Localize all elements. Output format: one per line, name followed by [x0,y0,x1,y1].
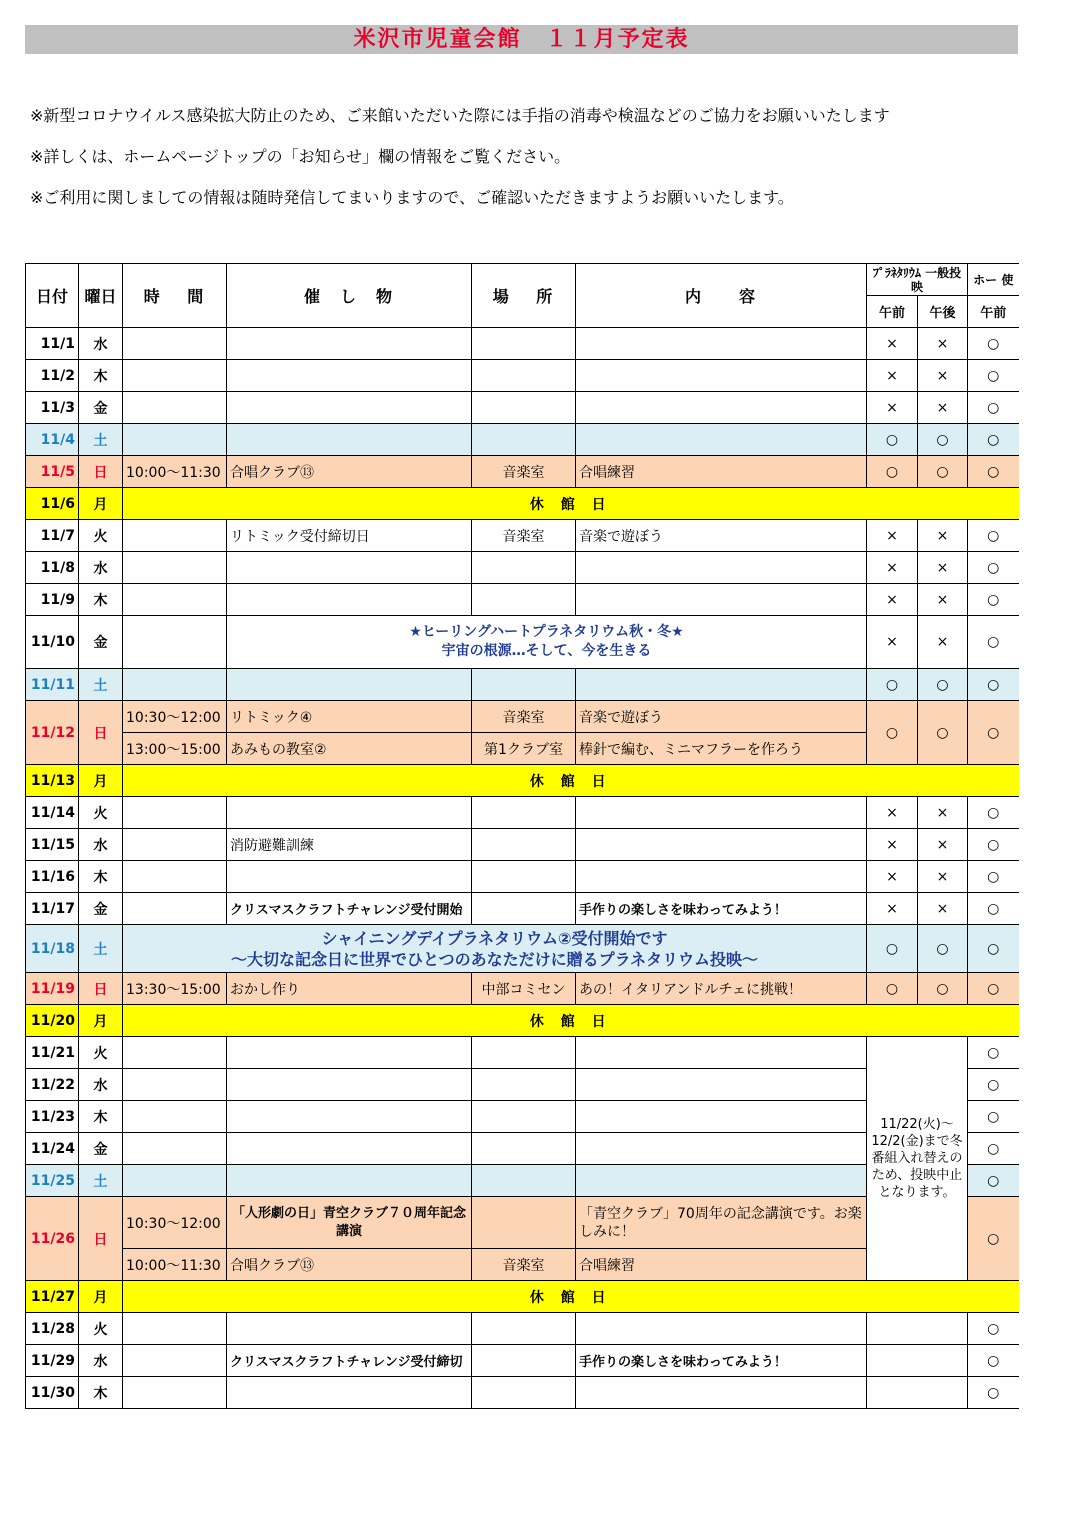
table-row [26,488,1019,520]
hall-am-cell: ○ [968,1197,1019,1281]
dow-cell: 水 [79,328,123,360]
event-cell: あみもの教室② [227,733,472,765]
content-cell [576,861,867,893]
content-cell: 棒針で編む、ミニマフラーを作ろう [576,733,867,765]
dow-cell: 土 [79,1165,123,1197]
dow-cell: 金 [79,392,123,424]
dow-cell: 土 [79,669,123,701]
table-row [26,1345,1019,1377]
banner-line: 宇宙の根源…そして、今を生きる [441,643,652,659]
time-cell [123,797,227,829]
planetarium-am-cell: × [867,797,918,829]
table-row [26,829,1019,861]
planetarium-am-cell: × [867,520,918,552]
planetarium-am-cell: × [867,328,918,360]
planetarium-pm-cell: × [918,829,968,861]
event-cell [227,669,472,701]
event-cell: 合唱クラブ⑬ [227,456,472,488]
date-cell: 11/13 [26,765,79,797]
event-cell [227,1069,472,1101]
date-cell: 11/3 [26,392,79,424]
event-cell: 消防避難訓練 [227,829,472,861]
dow-cell: 水 [79,829,123,861]
hall-am-cell: ○ [968,797,1019,829]
place-cell [472,1313,576,1345]
time-cell [123,1165,227,1197]
time-cell [123,1345,227,1377]
planetarium-am-cell: × [867,392,918,424]
dow-cell: 日 [79,456,123,488]
place-cell [472,829,576,861]
content-cell [576,797,867,829]
content-cell [576,1037,867,1069]
planetarium-am-cell: × [867,584,918,616]
date-cell: 11/10 [26,616,79,669]
time-cell: 13:00～15:00 [123,733,227,765]
event-cell: クリスマスクラフトチャレンジ受付締切 [227,1345,472,1377]
table-row [26,1005,1019,1037]
event-cell [227,424,472,456]
planetarium-am-cell: ○ [867,669,918,701]
content-cell [576,669,867,701]
planetarium-am-cell: ○ [867,456,918,488]
place-cell [472,893,576,925]
planetarium-pm-cell: × [918,552,968,584]
banner-line: ～大切な記念日に世界でひとつのあなただけに贈るプラネタリウム投映～ [230,949,759,969]
place-cell [472,584,576,616]
time-cell [123,552,227,584]
closed-day-label: 休 館 日 [123,488,1019,520]
dow-cell: 火 [79,1037,123,1069]
table-row [26,424,1019,456]
date-cell: 11/20 [26,1005,79,1037]
planetarium-empty-cell [867,1345,968,1377]
place-cell: 第1クラブ室 [472,733,576,765]
dow-cell: 火 [79,1313,123,1345]
hall-am-cell: ○ [968,861,1019,893]
event-cell [227,328,472,360]
time-cell: 13:30～15:00 [123,973,227,1005]
event-cell [227,552,472,584]
hall-am-cell: ○ [968,456,1019,488]
table-row [26,520,1019,552]
event-cell: 「人形劇の日」青空クラブ７０周年記念講演 [227,1197,472,1249]
planetarium-empty-cell [867,1377,968,1409]
planetarium-pm-cell: × [918,328,968,360]
content-cell: 「青空クラブ」70周年の記念講演です。お楽しみに！ [576,1197,867,1249]
content-cell [576,584,867,616]
place-cell: 中部コミセン [472,973,576,1005]
event-banner [227,616,867,669]
planetarium-am-cell: × [867,552,918,584]
event-cell [227,1133,472,1165]
date-cell: 11/11 [26,669,79,701]
hall-am-cell: ○ [968,360,1019,392]
hall-am-cell: ○ [968,893,1019,925]
planetarium-am-cell: × [867,861,918,893]
time-cell: 10:30～12:00 [123,701,227,733]
planetarium-pm-cell: × [918,584,968,616]
planetarium-am-cell: × [867,360,918,392]
place-cell [472,1377,576,1409]
place-cell [472,424,576,456]
title-bar [25,25,1018,54]
header-event: 催 し 物 [227,264,472,328]
time-cell [123,360,227,392]
dow-cell: 火 [79,797,123,829]
planetarium-pm-cell: ○ [918,925,968,973]
time-cell: 10:30～12:00 [123,1197,227,1249]
date-cell: 11/28 [26,1313,79,1345]
time-cell [123,861,227,893]
date-cell: 11/14 [26,797,79,829]
planetarium-pm-cell: ○ [918,973,968,1005]
hall-am-cell: ○ [968,925,1019,973]
header-date: 日付 [26,264,79,328]
header-time: 時 間 [123,264,227,328]
date-cell: 11/6 [26,488,79,520]
date-cell: 11/22 [26,1069,79,1101]
date-cell: 11/9 [26,584,79,616]
planetarium-pm-cell: × [918,392,968,424]
content-cell [576,1069,867,1101]
time-cell [123,1069,227,1101]
time-cell [123,616,227,669]
header-content: 内 容 [576,264,867,328]
notice-line: ※ご利用に関しましての情報は随時発信してまいりますので、ご確認いただきますようお願いいたします。 [30,188,794,207]
date-cell: 11/23 [26,1101,79,1133]
content-cell: 合唱練習 [576,456,867,488]
date-cell: 11/26 [26,1197,79,1281]
dow-cell: 木 [79,360,123,392]
event-cell [227,1037,472,1069]
schedule-table [25,263,1019,1409]
notice-line: ※詳しくは、ホームページトップの「お知らせ」欄の情報をご覧ください。 [30,147,571,166]
date-cell: 11/12 [26,701,79,765]
event-cell: クリスマスクラフトチャレンジ受付開始 [227,893,472,925]
table-row [26,552,1019,584]
content-cell [576,1313,867,1345]
table-row [26,1037,1019,1069]
planetarium-am-cell: ○ [867,701,918,765]
table-row [26,861,1019,893]
table-row [26,1377,1019,1409]
event-cell [227,1377,472,1409]
planetarium-pm-cell: ○ [918,701,968,765]
time-cell [123,1133,227,1165]
time-cell [123,669,227,701]
place-cell [472,1133,576,1165]
place-cell: 音楽室 [472,701,576,733]
content-cell [576,552,867,584]
time-cell: 10:00～11:30 [123,1249,227,1281]
banner-line: ★ヒーリングハートプラネタリウム秋・冬★ [409,624,684,640]
banner-line: シャイニングデイプラネタリウム②受付開始です [321,928,668,948]
dow-cell: 木 [79,584,123,616]
content-cell: 合唱練習 [576,1249,867,1281]
table-row [26,392,1019,424]
event-cell [227,584,472,616]
event-banner [123,925,867,973]
date-cell: 11/17 [26,893,79,925]
planetarium-pm-cell: ○ [918,424,968,456]
content-cell [576,424,867,456]
table-row [26,360,1019,392]
table-row [26,456,1019,488]
planetarium-am-cell: ○ [867,424,918,456]
table-row [26,701,1019,733]
header-hall-am: 午前 [968,296,1019,328]
hall-am-cell: ○ [968,1165,1019,1197]
content-cell: 音楽で遊ぼう [576,520,867,552]
header-am: 午前 [867,296,918,328]
notice-line: ※新型コロナウイルス感染拡大防止のため、ご来館いただいた際には手指の消毒や検温などのご協力をお願いいたします [30,106,890,125]
planetarium-am-cell: × [867,893,918,925]
hall-am-cell: ○ [968,1313,1019,1345]
planetarium-am-cell: ○ [867,973,918,1005]
place-cell [472,861,576,893]
header-planetarium: ﾌﾟﾗﾈﾀﾘｳﾑ 一般投映 [867,264,968,296]
hall-am-cell: ○ [968,328,1019,360]
date-cell: 11/21 [26,1037,79,1069]
event-cell [227,1165,472,1197]
content-cell [576,829,867,861]
hall-am-cell: ○ [968,1069,1019,1101]
date-cell: 11/27 [26,1281,79,1313]
hall-am-cell: ○ [968,1345,1019,1377]
dow-cell: 水 [79,1069,123,1101]
planetarium-am-cell: ○ [867,925,918,973]
event-cell [227,360,472,392]
table-row [26,973,1019,1005]
hall-am-cell: ○ [968,1133,1019,1165]
table-row [26,925,1019,973]
planetarium-am-cell: × [867,829,918,861]
planetarium-pm-cell: × [918,861,968,893]
time-cell [123,829,227,861]
table-row [26,584,1019,616]
planetarium-pm-cell: × [918,797,968,829]
planetarium-pm-cell: ○ [918,456,968,488]
date-cell: 11/30 [26,1377,79,1409]
dow-cell: 日 [79,973,123,1005]
notice-list [30,103,1080,226]
dow-cell: 木 [79,1101,123,1133]
dow-cell: 土 [79,925,123,973]
place-cell [472,1165,576,1197]
hall-am-cell: ○ [968,1377,1019,1409]
dow-cell: 金 [79,616,123,669]
table-row [26,1313,1019,1345]
place-cell: 音楽室 [472,456,576,488]
dow-cell: 月 [79,765,123,797]
content-cell [576,360,867,392]
time-cell [123,424,227,456]
closed-day-label: 休 館 日 [123,765,1019,797]
table-row [26,616,1019,669]
hall-am-cell: ○ [968,1101,1019,1133]
event-cell: リトミック受付締切日 [227,520,472,552]
content-cell: 音楽で遊ぼう [576,701,867,733]
planetarium-pm-cell: × [918,360,968,392]
hall-am-cell: ○ [968,669,1019,701]
planetarium-pm-cell: ○ [918,669,968,701]
place-cell [472,1345,576,1377]
dow-cell: 水 [79,552,123,584]
planetarium-pm-cell: × [918,893,968,925]
event-cell [227,861,472,893]
planetarium-pm-cell: × [918,520,968,552]
hall-am-cell: ○ [968,1037,1019,1069]
closed-day-label: 休 館 日 [123,1281,1019,1313]
header-hall: ホー 使 [968,264,1019,296]
time-cell [123,328,227,360]
date-cell: 11/5 [26,456,79,488]
hall-am-cell: ○ [968,584,1019,616]
hall-am-cell: ○ [968,829,1019,861]
event-cell [227,1101,472,1133]
place-cell [472,797,576,829]
time-cell [123,1037,227,1069]
date-cell: 11/16 [26,861,79,893]
date-cell: 11/25 [26,1165,79,1197]
dow-cell: 月 [79,1281,123,1313]
place-cell [472,328,576,360]
content-cell [576,328,867,360]
time-cell [123,520,227,552]
place-cell [472,669,576,701]
hall-am-cell: ○ [968,973,1019,1005]
place-cell [472,1037,576,1069]
time-cell [123,1101,227,1133]
dow-cell: 火 [79,520,123,552]
dow-cell: 日 [79,1197,123,1281]
date-cell: 11/7 [26,520,79,552]
time-cell [123,584,227,616]
table-row [26,1281,1019,1313]
hall-am-cell: ○ [968,520,1019,552]
dow-cell: 水 [79,1345,123,1377]
date-cell: 11/4 [26,424,79,456]
page-title: 米沢市児童会館 １１月予定表 [353,27,690,52]
hall-am-cell: ○ [968,701,1019,765]
dow-cell: 土 [79,424,123,456]
content-cell [576,1377,867,1409]
event-cell [227,392,472,424]
content-cell [576,1101,867,1133]
dow-cell: 月 [79,1005,123,1037]
place-cell: 音楽室 [472,520,576,552]
content-cell [576,1165,867,1197]
content-cell: 手作りの楽しさを味わってみよう！ [576,1345,867,1377]
dow-cell: 日 [79,701,123,765]
date-cell: 11/29 [26,1345,79,1377]
place-cell [472,360,576,392]
table-row [26,328,1019,360]
event-cell: 合唱クラブ⑬ [227,1249,472,1281]
event-cell: リトミック④ [227,701,472,733]
header-pm: 午後 [918,296,968,328]
date-cell: 11/19 [26,973,79,1005]
hall-am-cell: ○ [968,552,1019,584]
hall-am-cell: ○ [968,616,1019,669]
dow-cell: 金 [79,893,123,925]
date-cell: 11/15 [26,829,79,861]
date-cell: 11/18 [26,925,79,973]
time-cell: 10:00～11:30 [123,456,227,488]
date-cell: 11/8 [26,552,79,584]
dow-cell: 金 [79,1133,123,1165]
time-cell [123,893,227,925]
place-cell [472,1197,576,1249]
date-cell: 11/1 [26,328,79,360]
table-row [26,893,1019,925]
place-cell: 音楽室 [472,1249,576,1281]
dow-cell: 月 [79,488,123,520]
content-cell: あの！イタリアンドルチェに挑戦！ [576,973,867,1005]
content-cell: 手作りの楽しさを味わってみよう！ [576,893,867,925]
hall-am-cell: ○ [968,424,1019,456]
closed-day-label: 休 館 日 [123,1005,1019,1037]
time-cell [123,1377,227,1409]
place-cell [472,1069,576,1101]
header-place: 場 所 [472,264,576,328]
place-cell [472,552,576,584]
dow-cell: 木 [79,1377,123,1409]
header-dow: 曜日 [79,264,123,328]
planetarium-empty-cell [867,1313,968,1345]
event-cell [227,797,472,829]
time-cell [123,392,227,424]
planetarium-am-cell: × [867,616,918,669]
planetarium-suspension-note: 11/22(火)～12/2(金)まで冬番組入れ替えのため、投映中止となります。 [867,1037,968,1281]
event-cell [227,1313,472,1345]
dow-cell: 木 [79,861,123,893]
time-cell [123,1313,227,1345]
content-cell [576,1133,867,1165]
place-cell [472,1101,576,1133]
table-row [26,797,1019,829]
event-cell: おかし作り [227,973,472,1005]
date-cell: 11/2 [26,360,79,392]
planetarium-pm-cell: × [918,616,968,669]
place-cell [472,392,576,424]
hall-am-cell: ○ [968,392,1019,424]
schedule-body [26,328,1019,1409]
table-row [26,765,1019,797]
table-row [26,669,1019,701]
date-cell: 11/24 [26,1133,79,1165]
content-cell [576,392,867,424]
